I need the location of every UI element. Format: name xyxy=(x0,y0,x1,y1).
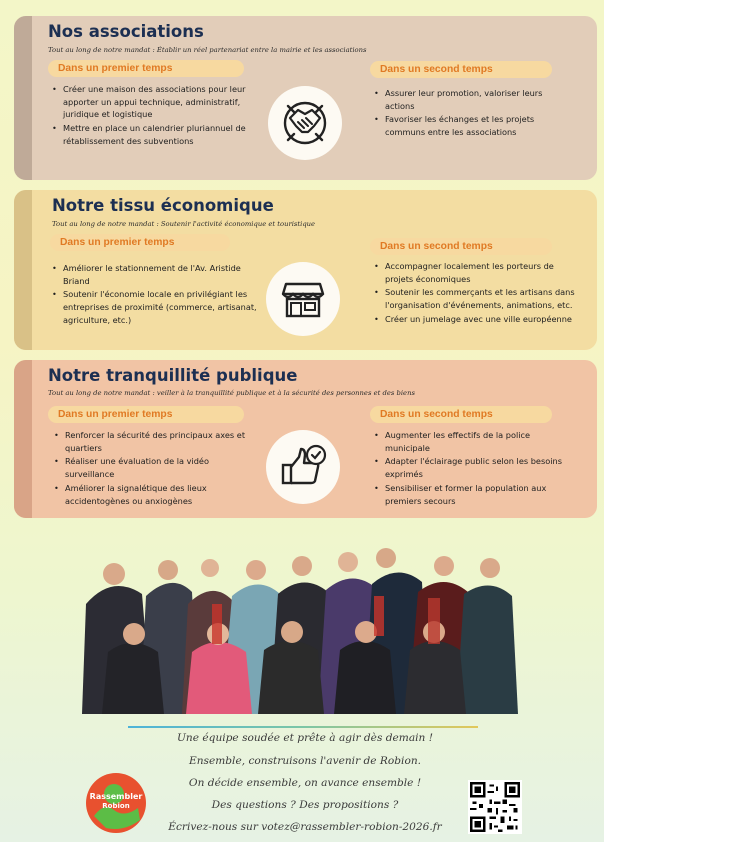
second-phase-list xyxy=(372,429,572,508)
list-item: • Accompagner localement les porteurs de projets économiques xyxy=(372,260,582,285)
section-subtitle: Tout au long de notre mandat : veiller à la tranquillité publique et à la sécurité des personnes et des biens xyxy=(48,389,415,397)
second-phase-label: Dans un second temps xyxy=(370,406,552,423)
contact-email: Écrivez-nous sur votez@rassembler-robion-2026.fr xyxy=(168,821,442,833)
rassembler-robion-logo xyxy=(84,772,148,834)
list-item: • Créer une maison des associations pour leur apporter un appui technique, administratif, juridique et logistique xyxy=(50,83,260,121)
list-item: • Soutenir l'économie locale en privilégiant les entreprises de proximité (commerce, artisanat, agriculture, etc.) xyxy=(50,288,260,326)
tagline-line: Une équipe soudée et prête à agir dès demain ! xyxy=(177,732,433,744)
logo-text: Robion xyxy=(102,802,130,810)
tagline-line: On décide ensemble, on avance ensemble ! xyxy=(188,777,422,789)
second-phase-list xyxy=(372,87,562,140)
list-item: • Sensibiliser et former la population aux premiers secours xyxy=(372,482,572,507)
list-item: • Favoriser les échanges et les projets communs entre les associations xyxy=(372,113,562,138)
list-item: • Assurer leur promotion, valoriser leurs actions xyxy=(372,87,562,112)
first-phase-list xyxy=(52,429,252,508)
list-item: • Mettre en place un calendrier pluriannuel de rétablissement des subventions xyxy=(50,122,260,147)
second-phase-label: Dans un second temps xyxy=(370,61,552,78)
thumbs-up-check-icon xyxy=(266,430,340,504)
list-item: • Réaliser une évaluation de la vidéo surveillance xyxy=(52,455,252,480)
logo-text: Rassembler xyxy=(89,792,143,801)
first-phase-label: Dans un premier temps xyxy=(48,406,244,423)
second-phase-list xyxy=(372,260,582,327)
section-title: Nos associations xyxy=(48,22,204,41)
tagline-line: Des questions ? Des propositions ? xyxy=(211,799,399,811)
list-item: • Soutenir les commerçants et les artisans dans l'organisation d'événements, animations, etc. xyxy=(372,286,582,311)
second-phase-label: Dans un second temps xyxy=(370,238,552,255)
list-item: • Créer un jumelage avec une ville européenne xyxy=(372,313,582,326)
first-phase-list xyxy=(50,262,260,328)
list-item: • Adapter l'éclairage public selon les besoins exprimés xyxy=(372,455,572,480)
card-strip xyxy=(14,16,32,180)
section-title: Notre tissu économique xyxy=(52,196,274,215)
card-tranquillite xyxy=(14,360,597,518)
shop-icon xyxy=(266,262,340,336)
list-item: • Améliorer la signalétique des lieux accidentogènes ou anxiogènes xyxy=(52,482,252,507)
section-title: Notre tranquillité publique xyxy=(48,366,298,385)
first-phase-label: Dans un premier temps xyxy=(48,60,244,77)
list-item: • Augmenter les effectifs de la police municipale xyxy=(372,429,572,454)
first-phase-list xyxy=(50,83,260,149)
divider xyxy=(128,726,478,728)
card-strip xyxy=(14,190,32,350)
team-group-photo xyxy=(72,534,532,714)
card-strip xyxy=(14,360,32,518)
card-economie xyxy=(14,190,597,350)
first-phase-label: Dans un premier temps xyxy=(50,234,230,251)
qr-code xyxy=(468,780,522,834)
list-item: • Renforcer la sécurité des principaux axes et quartiers xyxy=(52,429,252,454)
handshake-circle-icon xyxy=(268,86,342,160)
section-subtitle: Tout au long de notre mandat : Établir un réel partenariat entre la mairie et les associations xyxy=(48,46,367,54)
tagline-line: Ensemble, construisons l'avenir de Robion. xyxy=(188,755,422,767)
card-associations xyxy=(14,16,597,180)
section-subtitle: Tout au long de notre mandat : Soutenir l'activité économique et touristique xyxy=(52,220,316,228)
list-item: • Améliorer le stationnement de l'Av. Aristide Briand xyxy=(50,262,260,287)
